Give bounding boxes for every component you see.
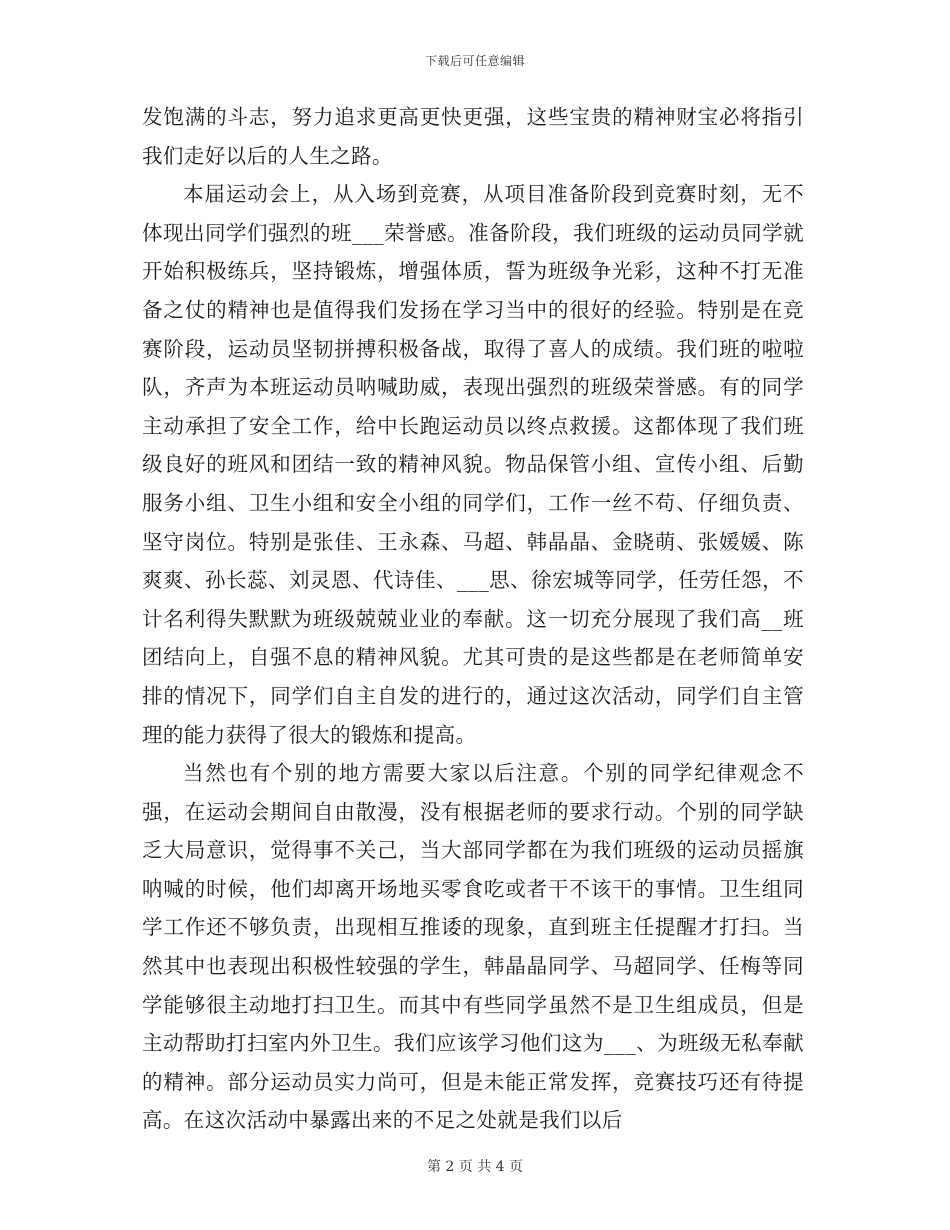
document-body (142, 98, 804, 1140)
paragraph-sports-meet-review: 本届运动会上，从入场到竞赛，从项目准备阶段到竞赛时刻，无不体现出同学们强烈的班___荣誉感。准备阶段，我们班级的运动员同学就开始积极练兵，坚持锻炼，增强体质，誓为班级争光彩，这种不打无准备之仗的精神也是值得我们发扬在学习当中的很好的经验。特别是在竞赛阶段，运动员坚韧拼搏积极备战，取得了喜人的成绩。我们班的啦啦队，齐声为本班运动员呐喊助威，表现出强烈的班级荣誉感。有的同学主动承担了安全工作，给中长跑运动员以终点救援。这都体现了我们班级良好的班风和团结一致的精神风貌。物品保管小组、宣传小组、后勤服务小组、卫生小组和安全小组的同学们，工作一丝不苟、仔细负责、坚守岗位。特别是张佳、王永森、马超、韩晶晶、金晓萌、张媛媛、陈爽爽、孙长蕊、刘灵恩、代诗佳、___思、徐宏城等同学，任劳任怨，不计名利得失默默为班级兢兢业业的奉献。这一切充分展现了我们高__班团结向上，自强不息的精神风貌。尤其可贵的是这些都是在老师简单安排的情况下，同学们自主自发的进行的，通过这次活动，同学们自主管理的能力获得了很大的锻炼和提高。 (142, 182, 804, 747)
paragraph-shortcomings: 当然也有个别的地方需要大家以后注意。个别的同学纪律观念不强，在运动会期间自由散漫，没有根据老师的要求行动。个别的同学缺乏大局意识，觉得事不关己，当大部同学都在为我们班级的运动员摇旗呐喊的时候，他们却离开场地买零食吃或者干不该干的事情。卫生组同学工作还不够负责，出现相互推诿的现象，直到班主任提醒才打扫。当然其中也表现出积极性较强的学生，韩晶晶同学、马超同学、任梅等同学能够很主动地打扫卫生。而其中有些同学虽然不是卫生组成员，但是主动帮助打扫室内外卫生。我们应该学习他们这为___、为班级无私奉献的精神。部分运动员实力尚可，但是未能正常发挥，竞赛技巧还有待提高。在这次活动中暴露出来的不足之处就是我们以后 (142, 761, 804, 1133)
page-header: 下载后可任意编辑 (424, 54, 525, 68)
paragraph-continuation: 发饱满的斗志，努力追求更高更快更强，这些宝贵的精神财宝必将指引我们走好以后的人生之路。 (142, 105, 804, 168)
page-number: 第 2 页 共 4 页 (426, 1159, 524, 1175)
